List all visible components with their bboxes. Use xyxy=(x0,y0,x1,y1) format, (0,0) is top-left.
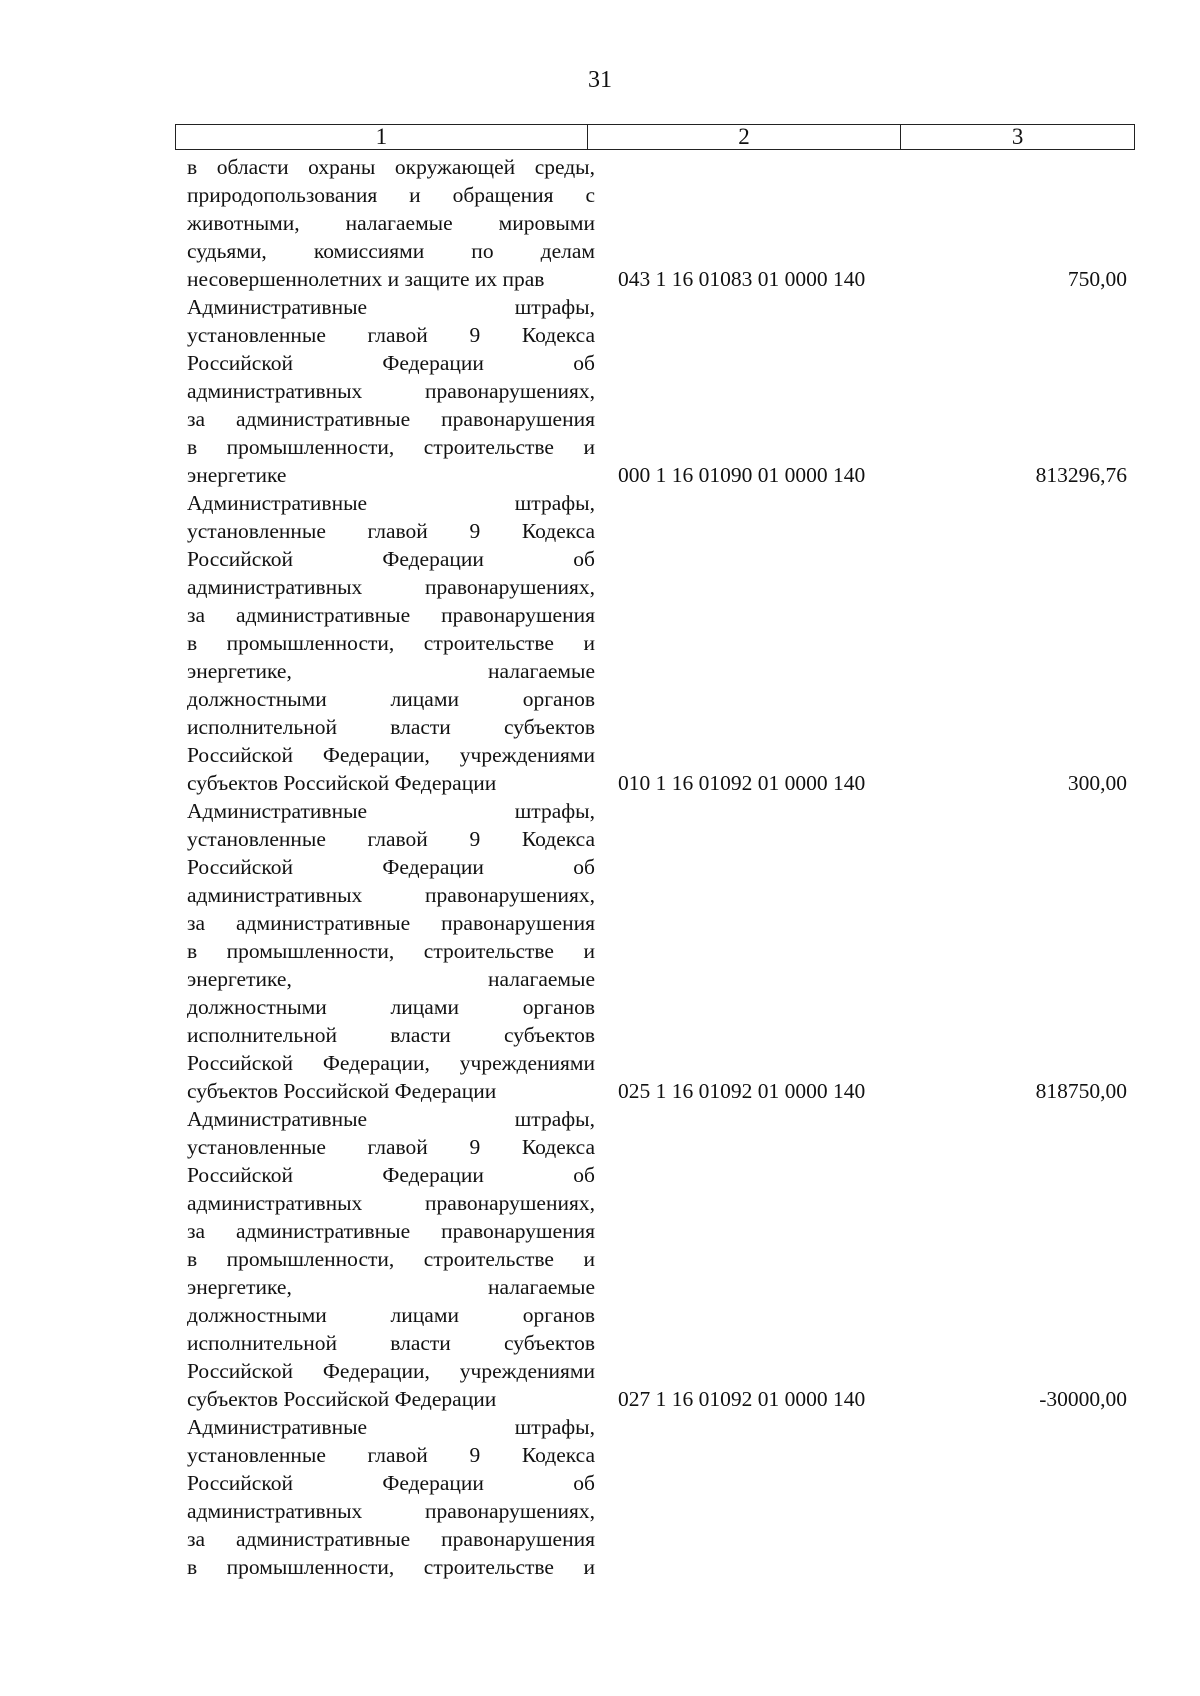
description-line: установленные главой 9 Кодекса xyxy=(187,827,595,851)
description-line: энергетике, налагаемые xyxy=(187,1275,595,1299)
budget-classification-code: 043 1 16 01083 01 0000 140 xyxy=(618,267,866,291)
description-line: в промышленности, строительстве и xyxy=(187,1247,595,1271)
budget-classification-code: 010 1 16 01092 01 0000 140 xyxy=(618,771,866,795)
table-row xyxy=(0,489,1200,797)
description-line: судьями, комиссиями по делам xyxy=(187,239,595,263)
amount-value: 300,00 xyxy=(1067,771,1127,795)
description-line: должностными лицами органов xyxy=(187,1303,595,1327)
description-line: административных правонарушениях, xyxy=(187,575,595,599)
description-line: Административные штрафы, xyxy=(187,1415,595,1439)
description-line: в промышленности, строительстве и xyxy=(187,435,595,459)
description-line: в промышленности, строительстве и xyxy=(187,939,595,963)
description-line: Административные штрафы, xyxy=(187,491,595,515)
table-row xyxy=(0,797,1200,1105)
row-description xyxy=(187,1105,595,1413)
column-header-3: 3 xyxy=(901,125,1135,150)
column-header-2: 2 xyxy=(587,125,900,150)
description-line: энергетике, налагаемые xyxy=(187,659,595,683)
description-line: установленные главой 9 Кодекса xyxy=(187,1443,595,1467)
table-row xyxy=(0,153,1200,293)
description-line: в промышленности, строительстве и xyxy=(187,1555,595,1579)
description-line: Административные штрафы, xyxy=(187,1107,595,1131)
description-line: Российской Федерации об xyxy=(187,1163,595,1187)
row-description xyxy=(187,489,595,797)
description-line: Административные штрафы, xyxy=(187,295,595,319)
description-line: установленные главой 9 Кодекса xyxy=(187,1135,595,1159)
description-line: установленные главой 9 Кодекса xyxy=(187,323,595,347)
description-line: исполнительной власти субъектов xyxy=(187,1331,595,1355)
description-line: субъектов Российской Федерации xyxy=(187,771,497,795)
description-line: энергетике, налагаемые xyxy=(187,967,595,991)
description-line: Административные штрафы, xyxy=(187,799,595,823)
page-number: 31 xyxy=(588,67,612,93)
description-line: Российской Федерации, учреждениями xyxy=(187,1051,595,1075)
amount-value: 818750,00 xyxy=(1035,1079,1127,1103)
description-line: административных правонарушениях, xyxy=(187,379,595,403)
description-line: административных правонарушениях, xyxy=(187,1191,595,1215)
description-line: за административные правонарушения xyxy=(187,603,595,627)
row-description xyxy=(187,293,595,489)
column-header-1: 1 xyxy=(176,125,588,150)
description-line: установленные главой 9 Кодекса xyxy=(187,519,595,543)
column-header-row xyxy=(176,125,1135,150)
description-line: за административные правонарушения xyxy=(187,1219,595,1243)
description-line: административных правонарушениях, xyxy=(187,883,595,907)
table-row xyxy=(0,293,1200,489)
description-line: должностными лицами органов xyxy=(187,687,595,711)
amount-value: 750,00 xyxy=(1067,267,1127,291)
description-line: за административные правонарушения xyxy=(187,1527,595,1551)
table-row xyxy=(0,1413,1200,1581)
row-description xyxy=(187,1413,595,1581)
description-line: Российской Федерации, учреждениями xyxy=(187,1359,595,1383)
description-line: административных правонарушениях, xyxy=(187,1499,595,1523)
description-line: субъектов Российской Федерации xyxy=(187,1079,497,1103)
row-description xyxy=(187,153,595,293)
description-line: в промышленности, строительстве и xyxy=(187,631,595,655)
amount-value: -30000,00 xyxy=(1039,1387,1127,1411)
budget-classification-code: 000 1 16 01090 01 0000 140 xyxy=(618,463,866,487)
description-line: исполнительной власти субъектов xyxy=(187,1023,595,1047)
description-line: несовершеннолетних и защите их прав xyxy=(187,267,545,291)
description-line: энергетике xyxy=(187,463,287,487)
description-line: Российской Федерации, учреждениями xyxy=(187,743,595,767)
budget-classification-code: 025 1 16 01092 01 0000 140 xyxy=(618,1079,866,1103)
column-header-table xyxy=(175,124,1135,150)
budget-rows xyxy=(0,153,1200,1581)
description-line: субъектов Российской Федерации xyxy=(187,1387,497,1411)
description-line: в области охраны окружающей среды, xyxy=(187,155,595,179)
description-line: за административные правонарушения xyxy=(187,407,595,431)
row-description xyxy=(187,797,595,1105)
amount-value: 813296,76 xyxy=(1035,463,1127,487)
description-line: Российской Федерации об xyxy=(187,351,595,375)
description-line: Российской Федерации об xyxy=(187,1471,595,1495)
table-row xyxy=(0,1105,1200,1413)
description-line: за административные правонарушения xyxy=(187,911,595,935)
description-line: Российской Федерации об xyxy=(187,547,595,571)
description-line: природопользования и обращения с xyxy=(187,183,595,207)
description-line: животными, налагаемые мировыми xyxy=(187,211,595,235)
budget-classification-code: 027 1 16 01092 01 0000 140 xyxy=(618,1387,866,1411)
description-line: должностными лицами органов xyxy=(187,995,595,1019)
description-line: Российской Федерации об xyxy=(187,855,595,879)
description-line: исполнительной власти субъектов xyxy=(187,715,595,739)
